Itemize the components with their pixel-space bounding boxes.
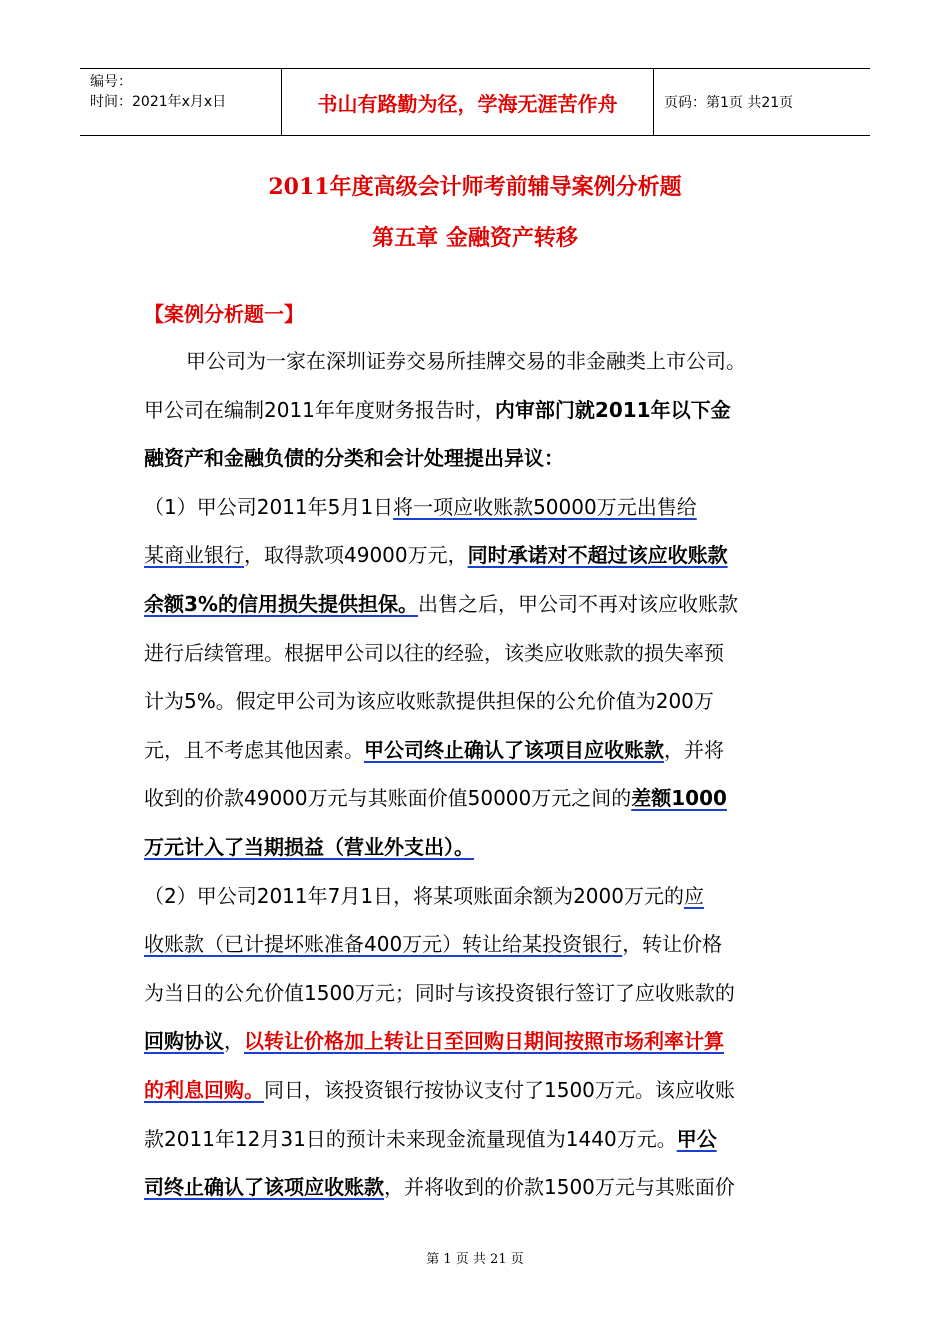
header-time: 时间：2021年x月x日 [90,94,227,110]
text-line: 融资产和金融负债的分类和会计处理提出异议： [144,446,564,471]
text-line: 甲公司在编制2011年年度财务报告时，内审部门就2011年以下金 [144,397,731,422]
header-meta [80,69,282,135]
text-line: 元，且不考虑其他因素。甲公司终止确认了该项目应收账款，并将 [144,737,724,762]
text-line: 司终止确认了该项应收账款，并将收到的价款1500万元与其账面价 [144,1175,735,1200]
text-line: 某商业银行，取得款项49000万元，同时承诺对不超过该应收账款 [144,543,728,568]
text-line: 收到的价款49000万元与其账面价值50000万元之间的差额1000 [144,786,727,811]
document-body [144,337,810,1212]
text-line: 的利息回购。同日，该投资银行按协议支付了1500万元。该应收账 [144,1077,735,1102]
text-line: （2）甲公司2011年7月1日，将某项账面余额为2000万元的应 [144,883,704,908]
text-line: 为当日的公允价值1500万元；同时与该投资银行签订了应收账款的 [144,980,735,1005]
header-number: 编号： [90,74,132,90]
text-line: 款2011年12月31日的预计未来现金流量现值为1440万元。甲公 [144,1126,717,1151]
page-header [80,68,870,136]
header-page-info: 页码：第1页 共21页 [664,95,794,111]
chapter-title: 第五章 金融资产转移 [372,225,578,251]
text-line: 进行后续管理。根据甲公司以往的经验，该类应收账款的损失率预 [144,640,724,665]
text-line: 收账款（已计提坏账准备400万元）转让给某投资银行，转让价格 [144,932,723,957]
text-line: 回购协议，以转让价格加上转让日至回购日期间按照市场利率计算 [144,1029,724,1054]
header-motto: 书山有路勤为径，学海无涯苦作舟 [282,69,654,135]
doc-title: 2011年度高级会计师考前辅导案例分析题 [268,174,682,200]
section-heading: 【案例分析题一】 [144,302,304,326]
text-line: 万元计入了当期损益（营业外支出）。 [144,834,474,859]
text-line: （1）甲公司2011年5月1日将一项应收账款50000万元出售给 [144,494,697,519]
text-line: 余额3%的信用损失提供担保。出售之后，甲公司不再对该应收账款 [144,591,738,616]
text-line: 甲公司为一家在深圳证券交易所挂牌交易的非金融类上市公司。 [186,349,746,373]
text-line: 计为5%。假定甲公司为该应收账款提供担保的公允价值为200万 [144,689,714,714]
page-footer: 第 1 页 共 21 页 [426,1252,524,1267]
